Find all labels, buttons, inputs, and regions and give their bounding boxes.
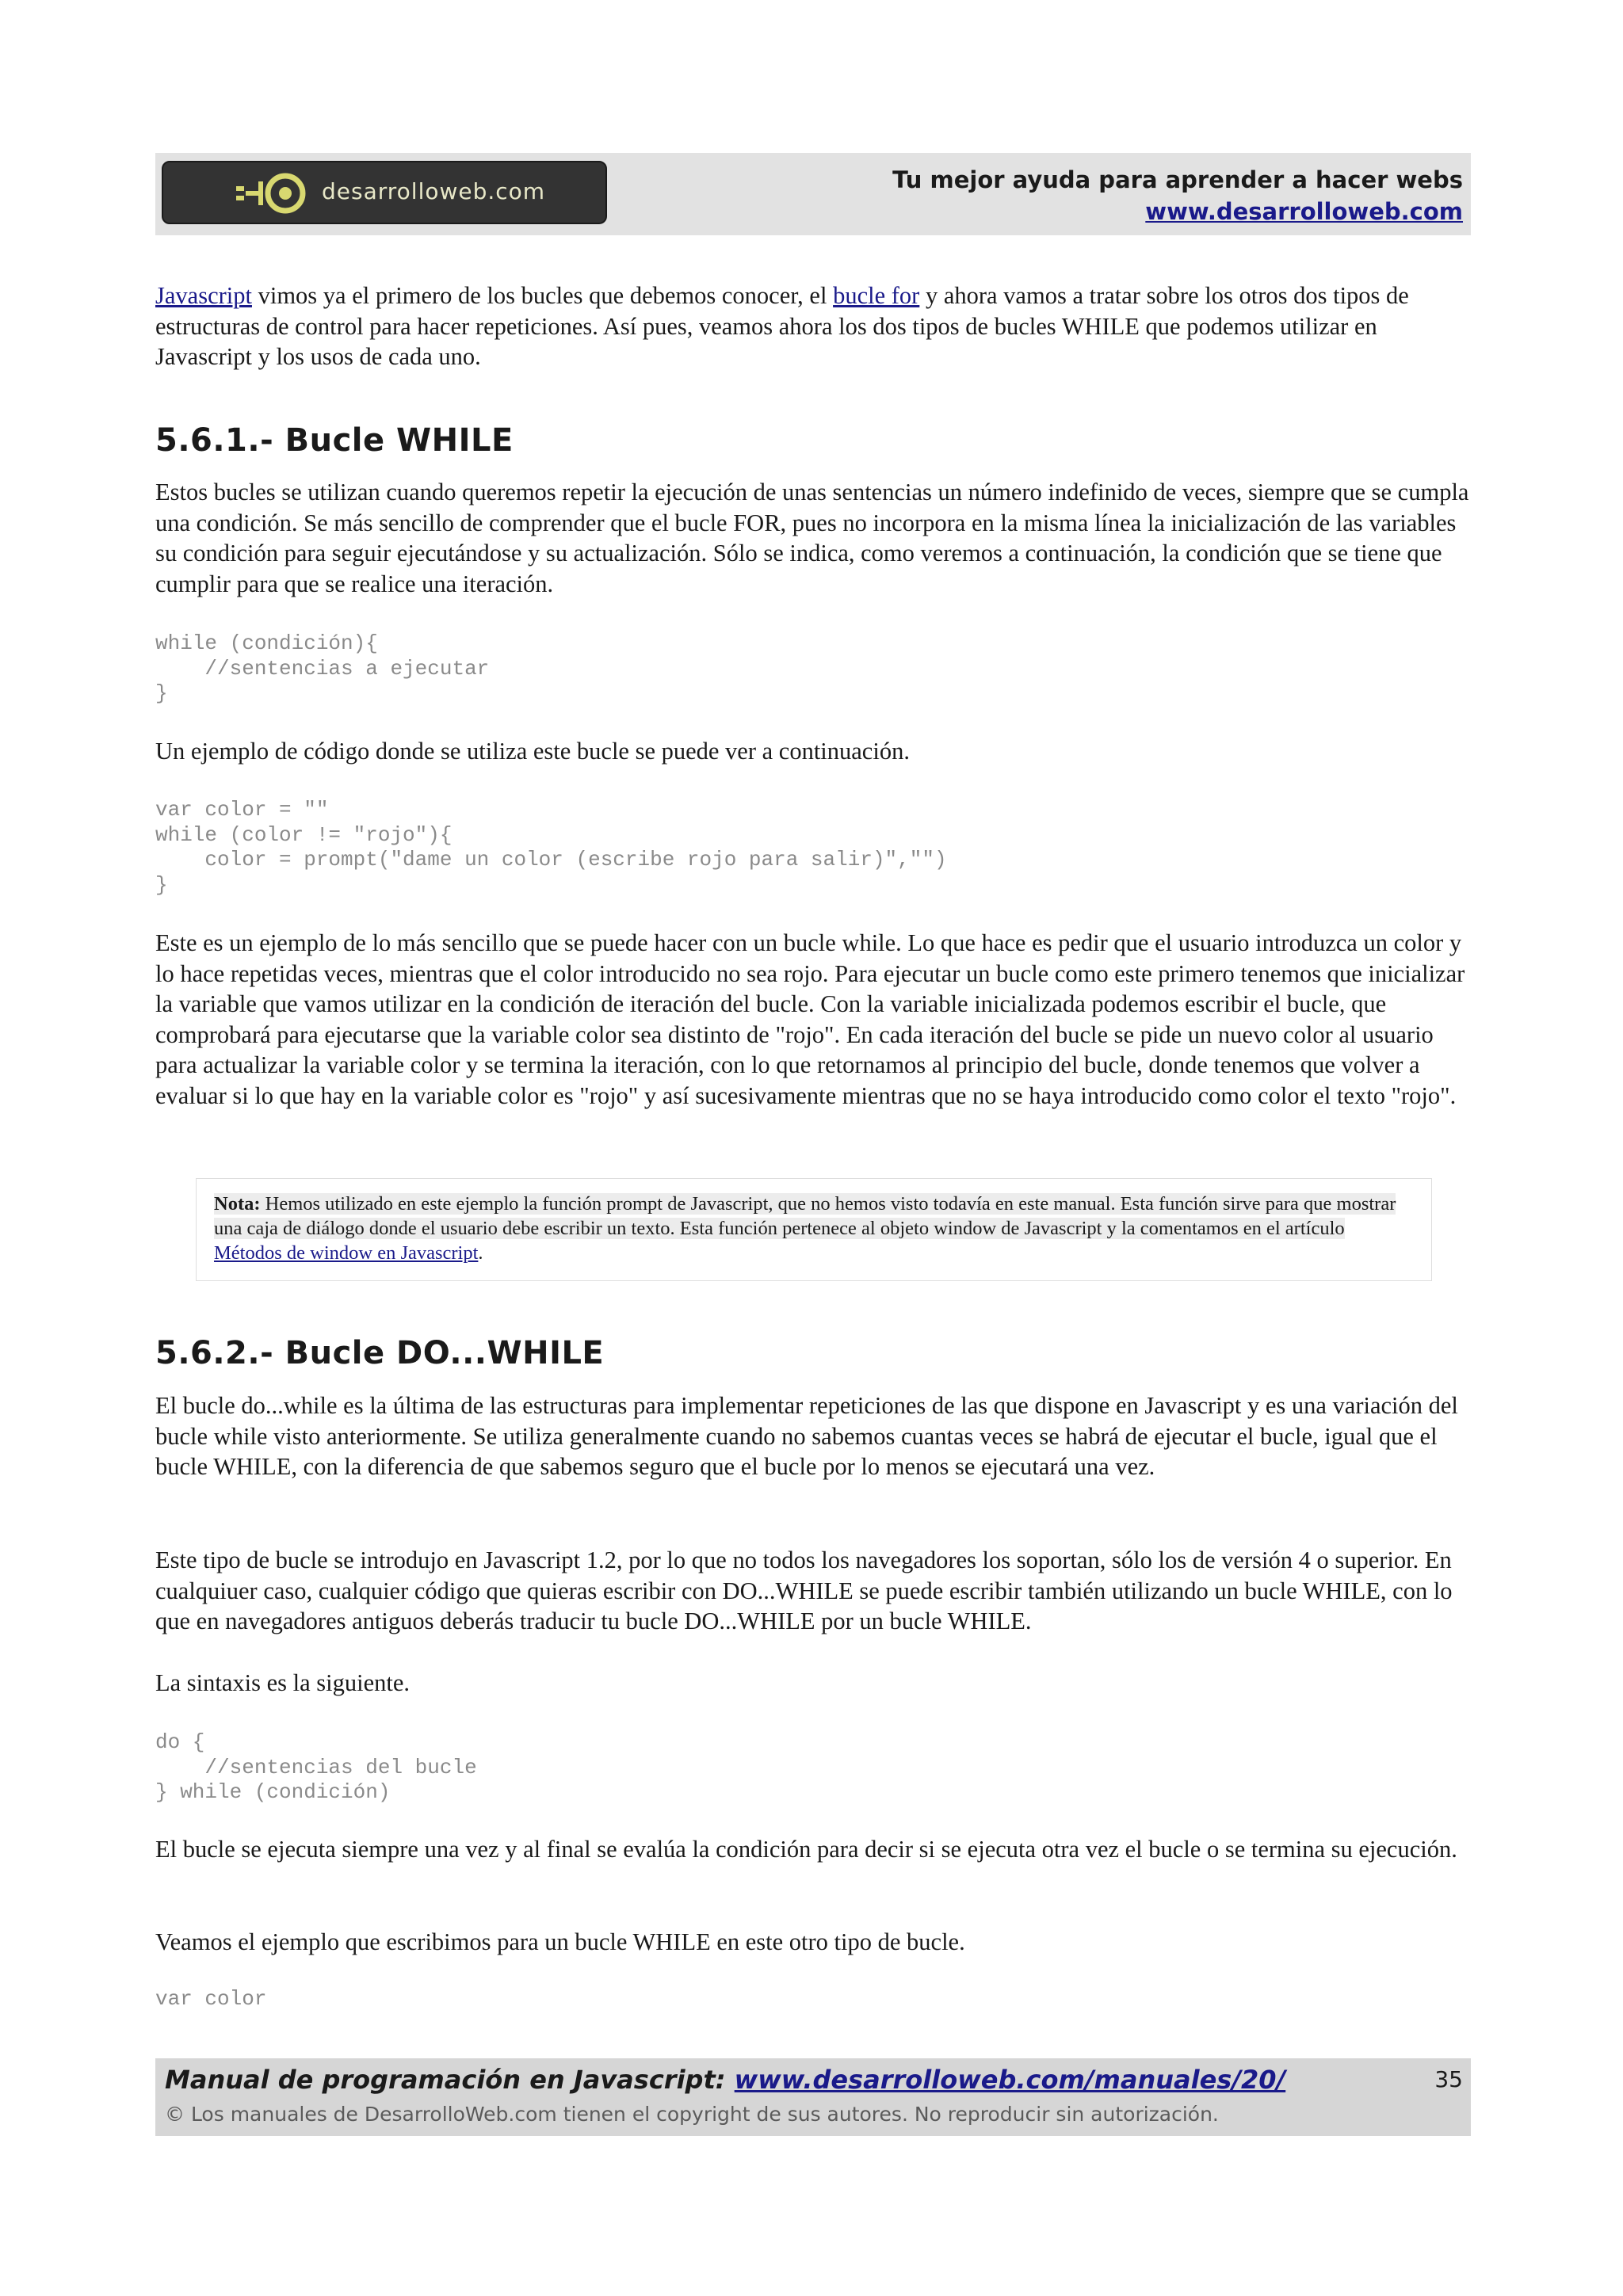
syntax-intro: La sintaxis es la siguiente. xyxy=(155,1669,411,1696)
section-heading-while: 5.6.1.- Bucle WHILE xyxy=(155,422,514,459)
do-while-description: El bucle do...while es la última de las estructuras para implementar repeticiones de las que dispone en Javascript y es una variación del bucle while visto anteriormente. Se utiliza generalmente cuando no sabemos cuantas veces se habrá de ejecutar el bucle, igual que el bucle WHILE, con la diferencia de que sabemos seguro que el bucle por lo menos se ejecutará una vez. xyxy=(155,1392,1458,1480)
section-heading-do-while: 5.6.2.- Bucle DO...WHILE xyxy=(155,1335,605,1371)
note-label: Nota: xyxy=(214,1193,261,1215)
code-block-while-example: var color = "" while (color != "rojo"){ color = prompt("dame un color (escribe rojo para salir)","") } xyxy=(155,798,947,897)
site-link[interactable]: www.desarrolloweb.com xyxy=(1145,198,1463,225)
logo-text: desarrolloweb.com xyxy=(322,178,546,204)
while-example-explanation: Este es un ejemplo de lo más sencillo que se puede hacer con un bucle while. Lo que hace es pedir que el usuario introduzca un color y lo hace repetidas veces, mientras que el color introducido no sea rojo. Para ejecutar un bucle como este primero tenemos que inicializar la variable que vamos utilizar en la condición de iteración del bucle. Con la variable inicializada podemos escribir el bucle, que comprobará para ejecutarse que la variable color sea distinto de "rojo". En cada iteración del bucle se pide un nuevo color al usuario para actualizar la variable color y se termina la iteración, con lo que retornamos al principio del bucle, donde tenemos que volver a evaluar si lo que hay en la variable color es "rojo" y así sucesivamente mientras que no se haya introducido como color el texto "rojo". xyxy=(155,929,1465,1109)
window-methods-link[interactable]: Métodos de window en Javascript xyxy=(214,1242,479,1264)
header-info xyxy=(892,164,1463,227)
page-header xyxy=(155,153,1471,235)
page-footer xyxy=(155,2058,1471,2136)
logo-icon xyxy=(235,170,330,216)
javascript-link[interactable]: Javascript xyxy=(155,282,252,309)
intro-paragraph: Javascript vimos ya el primero de los bucles que debemos conocer, el bucle for y ahora vamos a tratar sobre los otros dos tipos de estructuras de control para hacer repeticiones. Así pues, veamos ahora los dos tipos de bucles WHILE que podemos utilizar en Javascript y los usos de cada uno. xyxy=(155,282,1409,370)
copyright-notice: © Los manuales de DesarrolloWeb.com tienen el copyright de sus autores. No reproducir sin autorización. xyxy=(165,2103,1219,2126)
manual-link[interactable]: www.desarrolloweb.com/manuales/20/ xyxy=(734,2065,1286,2095)
note-box: Nota: Hemos utilizado en este ejemplo la función prompt de Javascript, que no hemos visto todavía en este manual. Esta función sirve para que mostrar una caja de diálogo donde el usuario debe escribir un texto. Esta función pertenece al objeto window de Javascript y la comentamos en el artículo Métodos de window en Javascript. xyxy=(196,1178,1432,1281)
do-while-behavior: El bucle se ejecuta siempre una vez y al final se evalúa la condición para decir si se ejecuta otra vez el bucle o se termina su ejecución. xyxy=(155,1836,1457,1863)
while-description: Estos bucles se utilizan cuando queremos repetir la ejecución de unas sentencias un número indefinido de veces, siempre que se cumpla una condición. Se más sencillo de comprender que el bucle FOR, pues no incorpora en la misma línea la inicialización de las variables su condición para seguir ejecutándose y su actualización. Sólo se indica, como veremos a continuación, la condición que se tiene que cumplir para que se realice una iteración. xyxy=(155,479,1469,597)
do-while-example-intro: Veamos el ejemplo que escribimos para un bucle WHILE en este otro tipo de bucle. xyxy=(155,1928,965,1955)
code-block-do-while-example: var color xyxy=(155,1987,267,2011)
page-number: 35 xyxy=(1434,2066,1463,2092)
code-block-do-while-syntax: do { //sentencias del bucle } while (condición) xyxy=(155,1730,477,1804)
while-example-intro: Un ejemplo de código donde se utiliza este bucle se puede ver a continuación. xyxy=(155,738,910,765)
footer-title: Manual de programación en Javascript: www.desarrolloweb.com/manuales/20/ xyxy=(165,2065,1286,2095)
bucle-for-link[interactable]: bucle for xyxy=(833,282,920,309)
do-while-compat: Este tipo de bucle se introdujo en Javascript 1.2, por lo que no todos los navegadores los soportan, sólo los de versión 4 o superior. En cualquiuer caso, cualquier código que quieras escribir con DO...WHILE se puede escribir también utilizando un bucle WHILE, con lo que en navegadores antiguos deberás traducir tu bucle DO...WHILE por un bucle WHILE. xyxy=(155,1547,1453,1634)
site-logo[interactable] xyxy=(162,161,607,224)
tagline: Tu mejor ayuda para aprender a hacer webs xyxy=(892,166,1463,193)
code-block-while-syntax: while (condición){ //sentencias a ejecutar } xyxy=(155,631,490,705)
